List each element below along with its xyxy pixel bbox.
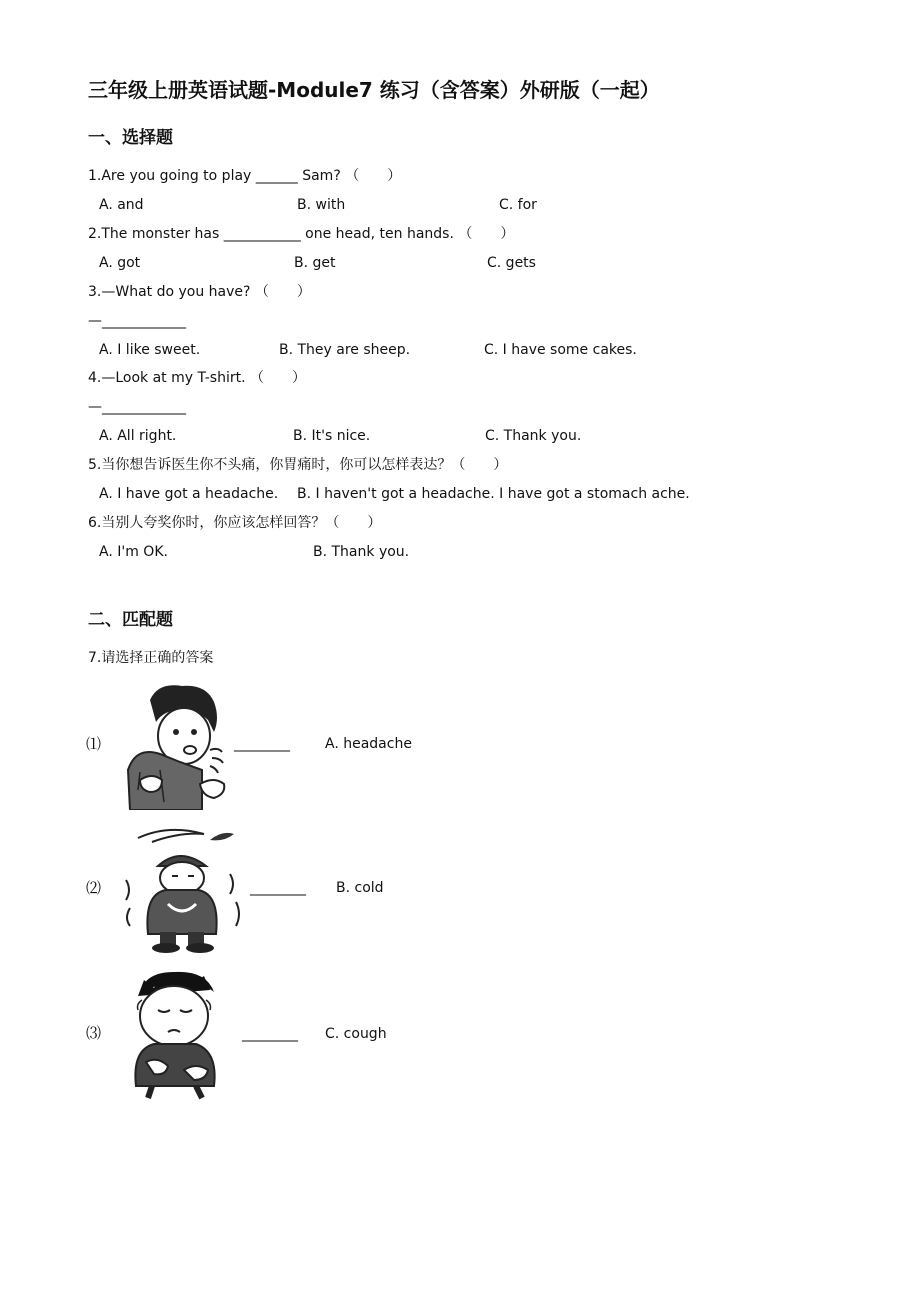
question-6-stem: 6.当别人夸奖你时，你应该怎样回答？（ ） — [88, 515, 382, 531]
page-title: 三年级上册英语试题-Module7 练习（含答案）外研版（一起） — [88, 78, 660, 102]
headache-boy-picture — [112, 966, 242, 1100]
question-7-stem: 7.请选择正确的答案 — [88, 650, 214, 666]
q1-option-c[interactable]: C. for — [499, 197, 537, 213]
q6-option-a[interactable]: A. I'm OK. — [99, 544, 168, 560]
section-heading-choice: 一、选择题 — [88, 128, 173, 148]
question-1-stem: 1.Are you going to play ______ Sam? （ ） — [88, 168, 402, 184]
question-4-stem: 4.—Look at my T-shirt. （ ） — [88, 370, 307, 386]
match-option-c: C. cough — [325, 1026, 387, 1042]
q4-option-b[interactable]: B. It's nice. — [293, 428, 371, 444]
match-item-1-number: ⑴ — [86, 735, 102, 753]
question-2-stem: 2.The monster has ___________ one head, ten hands. （ ） — [88, 226, 515, 242]
match-option-b: B. cold — [336, 880, 384, 896]
question-3-stem: 3.—What do you have? （ ） — [88, 284, 311, 300]
question-5-stem: 5.当你想告诉医生你不头痛，你胃痛时，你可以怎样表达？（ ） — [88, 457, 508, 473]
q2-option-c[interactable]: C. gets — [487, 255, 536, 271]
q4-option-c[interactable]: C. Thank you. — [485, 428, 582, 444]
section-heading-matching: 二、匹配题 — [88, 610, 173, 630]
match-option-a: A. headache — [325, 736, 412, 752]
q3-option-c[interactable]: C. I have some cakes. — [484, 342, 637, 358]
q4-option-a[interactable]: A. All right. — [99, 428, 177, 444]
cough-boy-picture — [110, 680, 234, 810]
match-item-1-blank[interactable]: ________ — [234, 736, 290, 752]
match-item-3-number: ⑶ — [86, 1024, 102, 1042]
q2-option-b[interactable]: B. get — [294, 255, 336, 271]
q1-option-b[interactable]: B. with — [297, 197, 346, 213]
cold-child-picture — [118, 824, 248, 954]
question-4-answer-line: —____________ — [88, 399, 186, 415]
question-3-answer-line: —____________ — [88, 313, 186, 329]
q2-option-a[interactable]: A. got — [99, 255, 141, 271]
q1-option-a[interactable]: A. and — [99, 197, 144, 213]
q3-option-a[interactable]: A. I like sweet. — [99, 342, 201, 358]
match-item-2-blank[interactable]: ________ — [250, 880, 306, 896]
match-item-3-blank[interactable]: ________ — [242, 1026, 298, 1042]
q3-option-b[interactable]: B. They are sheep. — [279, 342, 411, 358]
q6-option-b[interactable]: B. Thank you. — [313, 544, 410, 560]
q5-option-b[interactable]: B. I haven't got a headache. I have got a stomach ache. — [297, 486, 690, 502]
q5-option-a[interactable]: A. I have got a headache. — [99, 486, 279, 502]
match-item-2-number: ⑵ — [86, 879, 102, 897]
